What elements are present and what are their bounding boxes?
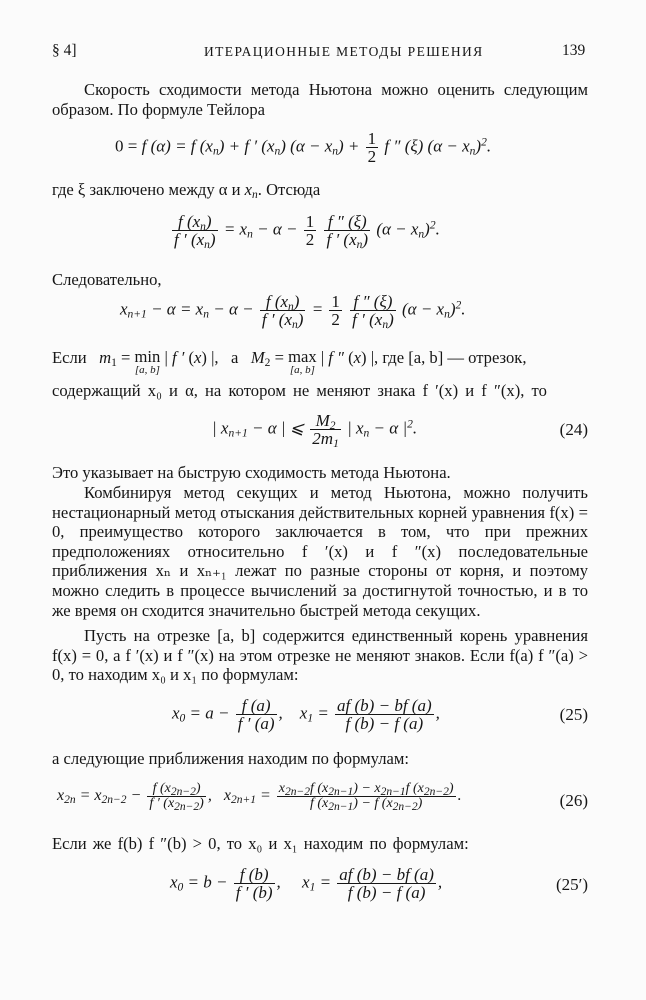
equation-25: $x_0 = a$ − $\frac{f (a)}{f ' (a)}$ , $x_1$ = $\frac{af (b) - bf (a)}{f (b) - f (a)}$ ,: [172, 696, 440, 733]
paragraph-setup: Пусть на отрезке [a, b] содержится единственный корень уравнения f(x) = 0, а f ′(x) и f ″(x) на этом отрезке не меняют знаков. Если f(a) f ″(a) > 0, то находим x₀ и x₁ по формулам:: [52, 626, 588, 685]
xi-text-start: где ξ заключено между α и: [52, 180, 245, 199]
paragraph-hence: Следовательно,: [52, 270, 162, 289]
paragraph-bounds: Если $m_1 = \min$ [a, b] | f ′ (x) |, а $M_2 = \max$ [a, b] | f ″ (x) |, где [a, b] — отрезок,: [52, 347, 527, 376]
segment-text: , где [a, b] — отрезок,: [374, 348, 527, 367]
equation-ratio: $\frac{f (x_n)}{f ' (x_n)}$ = $x_n - \alpha$ − $\frac{1}{2}$ $\frac{f '' (\xi)}{f ' (x_n)}$ $(\alpha - x_n)^2$.: [174, 212, 440, 251]
running-title: ИТЕРАЦИОННЫЕ МЕТОДЫ РЕШЕНИЯ: [204, 44, 484, 59]
paragraph-else-case: Если же f(b) f ″(b) > 0, то x₀ и x₁ находим по формулам:: [52, 834, 469, 853]
equation-24: | $x_{n+1} - \alpha$ | ⩽ $\frac{M_2}{2m_1}$ | $x_n - \alpha$ $|^2$.: [212, 411, 418, 450]
paragraph-intro: Скорость сходимости метода Ньютона можно оценить следующим образом. По формуле Тейлора: [52, 80, 588, 119]
section-marker: § 4]: [52, 42, 77, 59]
equation-next-iterate: $x_{n+1} - \alpha = x_n - \alpha$ − $\frac{f (x_n)}{f ' (x_n)}$ = $\frac{1}{2}$ $\frac{f '' (\xi)}{f ' (x_n)}$ $(\alpha - x_n)^2$.: [120, 292, 466, 331]
equation-number-25: (25): [559, 705, 588, 724]
equation-number-25-prime: (25′): [555, 875, 588, 894]
equation-number-24: (24): [559, 420, 588, 439]
page-number: 139: [562, 42, 586, 59]
equation-number-26: (26): [559, 791, 588, 810]
xi-text-end: . Отсюда: [257, 180, 321, 199]
paragraph-conclusion: Это указывает на быструю сходимость метода Ньютона.: [52, 463, 451, 482]
paragraph-next-approx: а следующие приближения находим по формулам:: [52, 749, 409, 768]
equation-25-prime: $x_0 = b$ − $\frac{f (b)}{f ' (b)}$ , $x_1$ = $\frac{af (b) - bf (a)}{f (b) - f (a)}$ ,: [170, 865, 443, 902]
paragraph-xi: где ξ заключено между α и $x_n$. Отсюда: [52, 180, 321, 201]
paragraph-bounds-line2: содержащий x₀ и α, на котором не меняют знака f ′(x) и f ″(x), то: [52, 381, 547, 400]
equation-26: $x_{2n} = x_{2n-2}$ − $\frac{f (x_{2n-2})}{f ' (x_{2n-2})}$ , $x_{2n+1}$ = $\frac{x_{2n-2}f (x_{2n-1}) - x_{2n-1}f (x_{2n-2})}{f (x_{2n-1}) - f (x_{2n-2})}$ .: [57, 781, 462, 813]
if-word: Если: [52, 348, 87, 367]
and-word: а: [231, 348, 239, 367]
equation-taylor: 0 = f (α) = f $(x_n) + f$ ′ $(x_n) (\alpha - x_n)$ + $\frac{1}{2}$ f ″ (ξ) $(\alpha - x_n)^2$.: [115, 129, 492, 166]
paragraph-combined-method: Комбинируя метод секущих и метод Ньютона, можно получить нестационарный метод отыскания действительных корней уравнения f(x) = 0, преимущество которого заключается в том, что при прежних предположениях относительно f ′(x) и f ″(x) последовательные приближения xₙ и xₙ₊₁ лежат по разные стороны от корня, и поэтому можно следить в процессе вычислений за достигнутой точностью, и в то же время он сходится значительно быстрей метода секущих.: [52, 483, 588, 620]
